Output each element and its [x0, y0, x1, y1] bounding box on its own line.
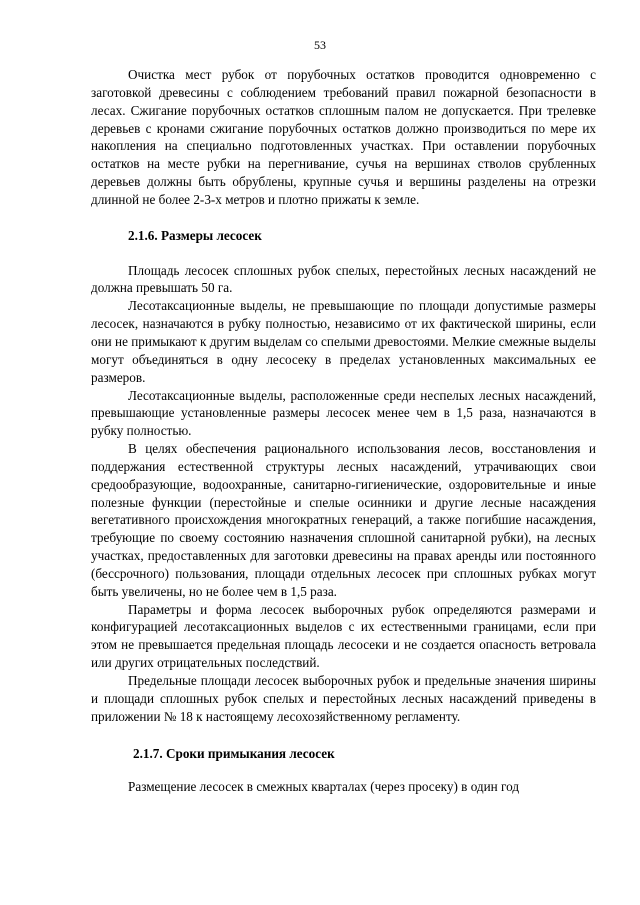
- paragraph-limit-values: Предельные площади лесосек выборочных рубок и предельные значения ширины и площади сплошных рубок спелых и перестойных лесных насаждений приведены в приложении № 18 к настоящему лесохозяйственному регламенту.: [91, 673, 596, 724]
- section-heading-cutting-area-sizes: 2.1.6. Размеры лесосек: [128, 227, 262, 243]
- section-heading-adjacency-terms: 2.1.7. Сроки примыкания лесосек: [133, 745, 335, 761]
- paragraph-taxation-units: Лесотаксационные выделы, не превышающие по площади допустимые размеры лесосек, назначаются в рубку полностью, независимо от их фактической ширины, если они не примыкают к другим выделам со спелыми древостоями. Мелкие смежные выделы могут объединяться в одну лесосеку в пределах установленных максимальных ее размеров.: [91, 298, 596, 385]
- paragraph-immature-stands: Лесотаксационные выделы, расположенные среди неспелых лесных насаждений, превышающие установленные размеры лесосек менее чем в 1,5 раза, назначаются в рубку полностью.: [91, 387, 596, 439]
- paragraph-rational-use: В целях обеспечения рационального использования лесов, восстановления и поддержания естественной структуры лесных насаждений, утрачивающих свои средообразующие, водоохранные, санитарно-гигиенические, оздоровительные и иные полезные функции (перестойные и спелые осинники и другие лесные насаждения вегетативного происхождения многократных генераций, а также погибшие насаждения, требующие по своему состоянию назначения сплошной санитарной рубки), на лесных участках, предоставленных для заготовки древесины на правах аренды или постоянного (бессрочного) пользования, площади отдельных лесосек при сплошных рубках могут быть увеличены, но не более чем в 1,5 раза.: [91, 441, 596, 599]
- document-body: [91, 66, 596, 796]
- page-number: 53: [314, 38, 326, 52]
- paragraph-placement: Размещение лесосек в смежных кварталах (через просеку) в один год: [128, 779, 520, 795]
- paragraph-cleanup: Очистка мест рубок от порубочных остатков проводится одновременно с заготовкой древесины с соблюдением требований правил пожарной безопасности в лесах. Сжигание порубочных остатков сплошным палом не допускается. При трелевке деревьев с кронами сжигание порубочных остатков должно производиться по мере их накопления на специально подготовленных участках. При оставлении порубочных остатков на месте рубки на перегнивание, сучья на вершинах стволов срубленных деревьев должны быть обрублены, крупные сучья и вершины разделены на отрезки длинной не более 2-3-х метров и плотно прижаты к земле.: [91, 67, 596, 207]
- paragraph-area-limit: Площадь лесосек сплошных рубок спелых, перестойных лесных насаждений не должна превышать 50 га.: [91, 262, 596, 296]
- paragraph-selective-parameters: Параметры и форма лесосек выборочных рубок определяются размерами и конфигурацией лесотаксационных выделов с их естественными границами, если при этом не превышается предельная площадь лесосеки и не создается опасность ветровала или других отрицательных последствий.: [91, 601, 596, 671]
